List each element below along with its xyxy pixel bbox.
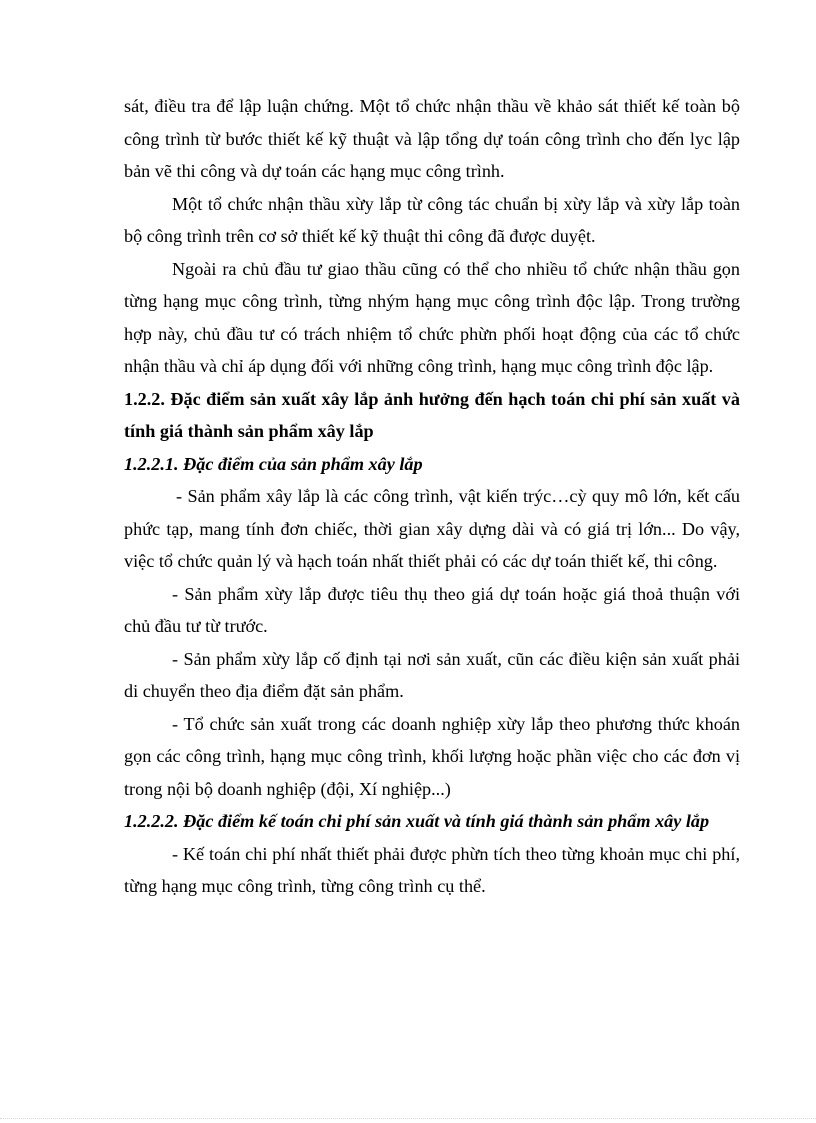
document-body [124,90,740,903]
paragraph: Một tổ chức nhận thầu xừy lắp từ công tác chuẩn bị xừy lắp và xừy lắp toàn bộ công trình trên cơ sở thiết kế kỹ thuật thi công đã được duyệt. [124,193,740,246]
bullet-paragraph: - Sản phẩm xừy lắp được tiêu thụ theo giá dự toán hoặc giá thoả thuận với chủ đầu tư từ trước. [124,583,740,636]
bullet-paragraph: - Tổ chức sản xuất trong các doanh nghiệp xừy lắp theo phương thức khoán gọn các công trình, hạng mục công trình, khối lượng hoặc phần việc cho các đơn vị trong nội bộ doanh nghiệp (đội, Xí nghiệp...) [124,713,740,799]
subsection-heading: 1.2.2.1. Đặc điểm của sản phẩm xây lắp [124,453,423,474]
page-bottom-divider [0,1118,816,1119]
bullet-paragraph: - Sản phẩm xừy lắp cố định tại nơi sản xuất, cũn các điều kiện sản xuất phải di chuyển theo địa điểm đặt sản phẩm. [124,648,740,701]
bullet-paragraph: - Kế toán chi phí nhất thiết phải được phừn tích theo từng khoản mục chi phí, từng hạng mục công trình, từng công trình cụ thể. [124,843,740,896]
section-heading: 1.2.2. Đặc điểm sản xuất xây lắp ảnh hưởng đến hạch toán chi phí sản xuất và tính giá thành sản phẩm xây lắp [124,388,740,441]
subsection-heading: 1.2.2.2. Đặc điểm kế toán chi phí sản xuất và tính giá thành sản phẩm xây lắp [124,811,710,831]
paragraph: sát, điều tra để lập luận chứng. Một tổ chức nhận thầu về khảo sát thiết kế toàn bộ công trình từ bước thiết kế kỹ thuật và lập tổng dự toán công trình cho đến lyc lập bản vẽ thi công và dự toán các hạng mục công trình. [124,96,740,181]
bullet-paragraph: - Sản phẩm xây lắp là các công trình, vật kiến trýc…cỳ quy mô lớn, kết cấu phức tạp, mang tính đơn chiếc, thời gian xây dựng dài và có giá trị lớn... Do vậy, việc tổ chức quản lý và hạch toán nhất thiết phải có các dự toán thiết kế, thi công. [124,486,740,571]
paragraph: Ngoài ra chủ đầu tư giao thầu cũng có thể cho nhiều tổ chức nhận thầu gọn từng hạng mục công trình, từng nhým hạng mục công trình độc lập. Trong trường hợp này, chủ đầu tư có trách nhiệm tổ chức phừn phối hoạt động của các tổ chức nhận thầu và chỉ áp dụng đối với những công trình, hạng mục công trình độc lập. [124,258,740,376]
